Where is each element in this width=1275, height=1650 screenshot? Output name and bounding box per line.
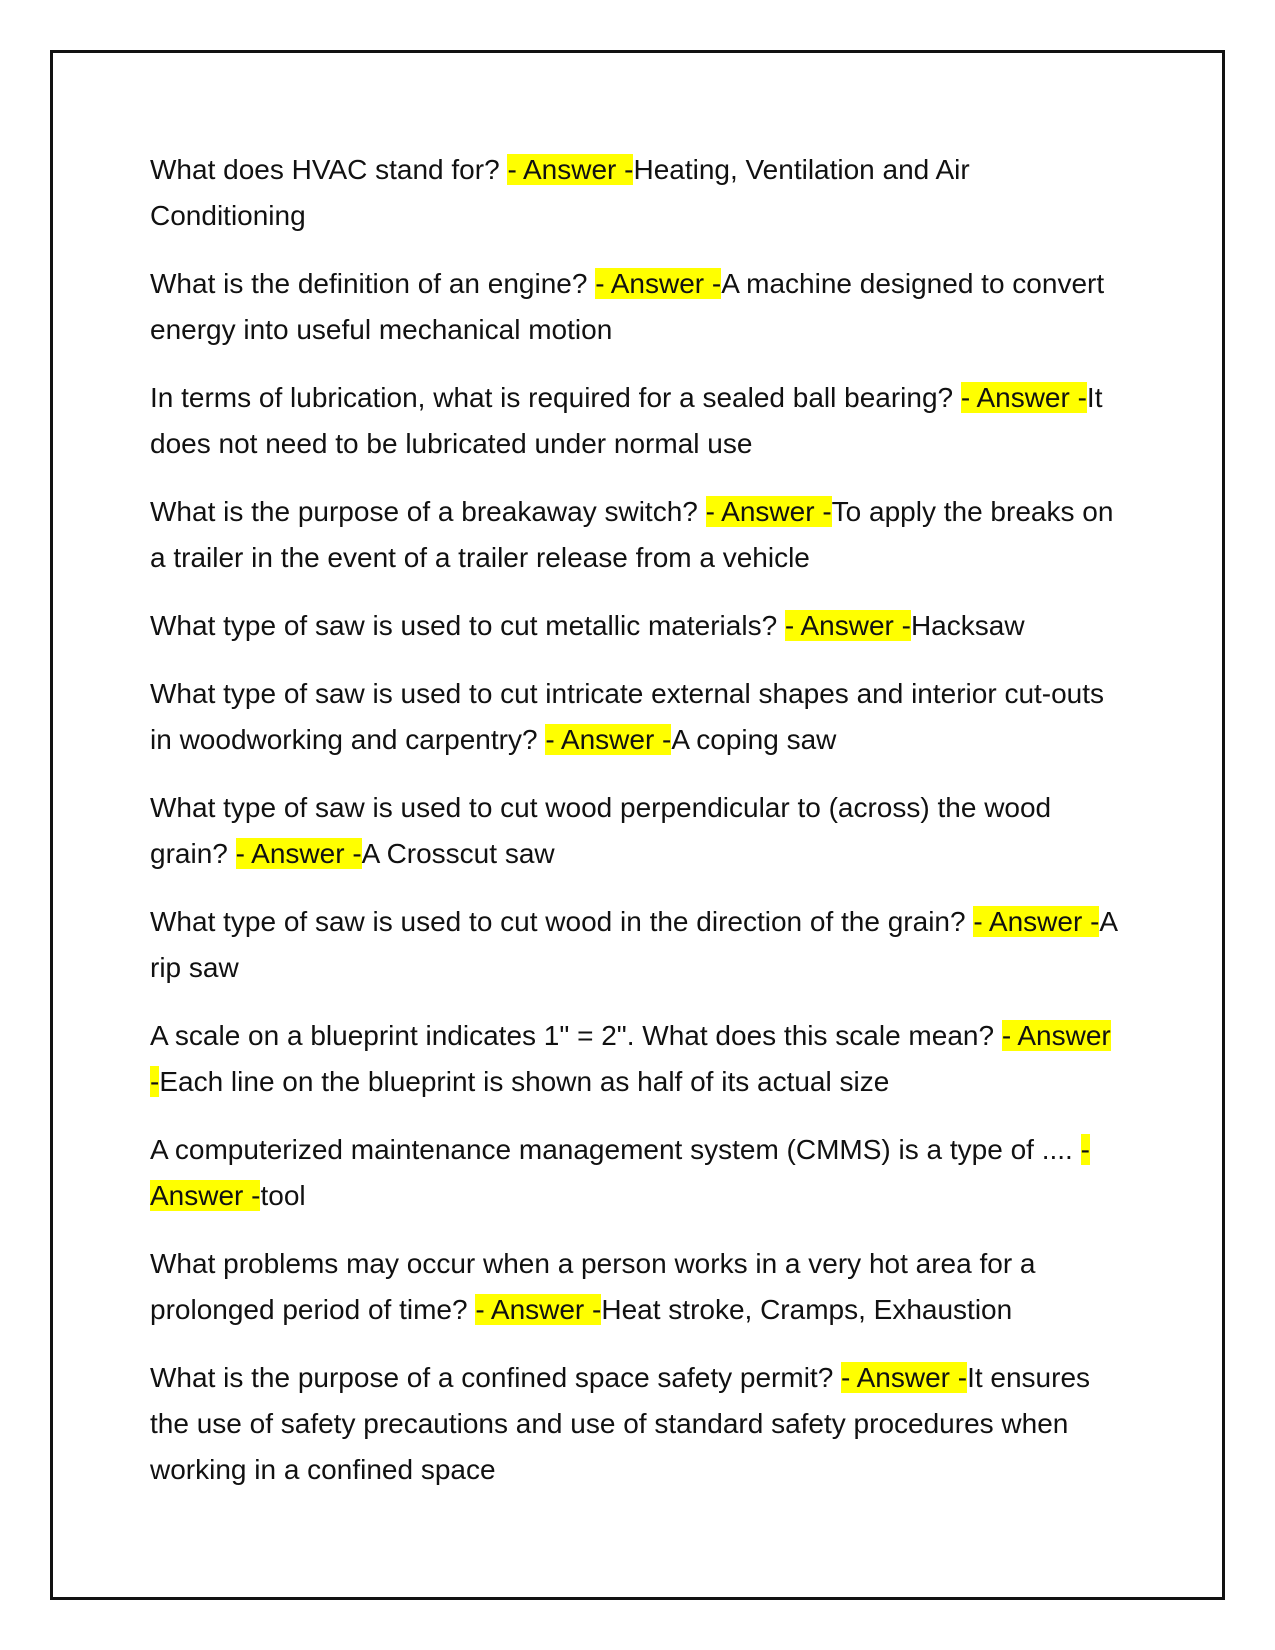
answer-marker: - Answer - (150, 1134, 1090, 1211)
answer-text: To apply the breaks on a trailer in the event of a trailer release from a vehicle (150, 496, 1114, 573)
qa-item (150, 1355, 1120, 1493)
question-text: What is the purpose of a confined space safety permit? (150, 1362, 842, 1393)
question-text: What is the purpose of a breakaway switch? (150, 496, 706, 527)
qa-item (150, 899, 1120, 991)
answer-text: It does not need to be lubricated under normal use (150, 382, 1103, 459)
qa-item (150, 1127, 1120, 1219)
answer-marker: - Answer - (595, 268, 722, 299)
answer-marker: - Answer - (150, 1020, 1111, 1097)
qa-item (150, 785, 1120, 877)
answer-text: Hacksaw (910, 610, 1025, 641)
answer-text: A machine designed to convert energy into useful mechanical motion (150, 268, 1105, 345)
answer-marker: - Answer - (973, 906, 1100, 937)
question-text: What type of saw is used to cut metallic materials? (150, 610, 785, 641)
answer-marker: - Answer - (507, 154, 634, 185)
answer-text: Each line on the blueprint is shown as half of its actual size (159, 1066, 890, 1097)
question-text: A computerized maintenance management system (CMMS) is a type of .... (150, 1134, 1081, 1165)
question-text: A scale on a blueprint indicates 1" = 2". What does this scale mean? (150, 1020, 1002, 1051)
question-text: What does HVAC stand for? (150, 154, 508, 185)
question-text: In terms of lubrication, what is required for a sealed ball bearing? (150, 382, 961, 413)
qa-item (150, 1241, 1120, 1333)
answer-text: Heating, Ventilation and Air Conditioning (150, 154, 970, 231)
answer-marker: - Answer - (841, 1362, 968, 1393)
qa-item (150, 147, 1120, 239)
qa-item (150, 489, 1120, 581)
question-text: What problems may occur when a person works in a very hot area for a prolonged period of time? (150, 1248, 1036, 1325)
answer-text: A Crosscut saw (361, 838, 555, 869)
answer-marker: - Answer - (545, 724, 672, 755)
answer-marker: - Answer - (475, 1294, 602, 1325)
answer-text: A rip saw (150, 906, 1117, 983)
qa-item (150, 1013, 1120, 1105)
question-text: What is the definition of an engine? (150, 268, 596, 299)
qa-item (150, 603, 1120, 649)
answer-text: It ensures the use of safety precautions and use of standard safety procedures when working in a confined space (150, 1362, 1091, 1485)
question-text: What type of saw is used to cut wood in the direction of the grain? (150, 906, 974, 937)
qa-item (150, 671, 1120, 763)
answer-text: Heat stroke, Cramps, Exhaustion (601, 1294, 1013, 1325)
answer-text: tool (260, 1180, 306, 1211)
question-text: What type of saw is used to cut wood perpendicular to (across) the wood grain? (150, 792, 1052, 869)
answer-marker: - Answer - (235, 838, 362, 869)
answer-marker: - Answer - (960, 382, 1087, 413)
qa-item (150, 261, 1120, 353)
question-text: What type of saw is used to cut intricate external shapes and interior cut-outs in woodworking and carpentry? (150, 678, 1105, 755)
answer-marker: - Answer - (705, 496, 832, 527)
qa-item (150, 375, 1120, 467)
document-body (150, 147, 1120, 1515)
answer-marker: - Answer - (784, 610, 911, 641)
answer-text: A coping saw (671, 724, 837, 755)
